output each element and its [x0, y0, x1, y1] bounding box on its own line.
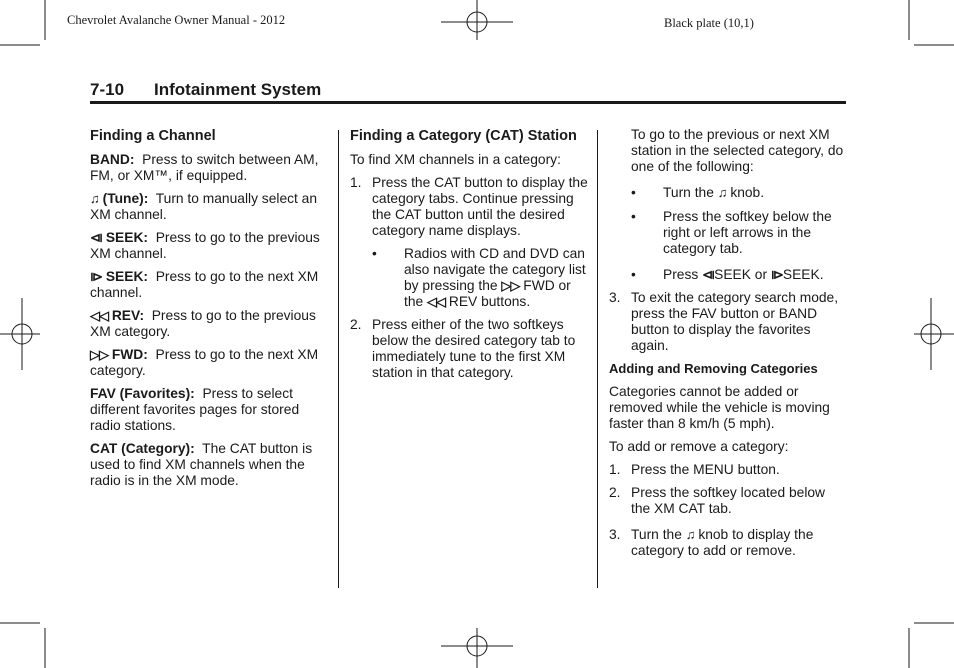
step-3: 3. To exit the category search mode, press the FAV button or BAND button to display the favorites again. — [609, 290, 839, 353]
navigation-intro: To go to the previous or next XM station in the selected category, do one of the following: — [631, 127, 844, 174]
fwd-entry: ▷▷ FWD: Press to go to the next XM category. — [90, 347, 319, 378]
tune-entry: ♫ (Tune): Turn to manually select an XM channel. — [90, 191, 318, 222]
cat-entry: CAT (Category): The CAT button is used to find XM channels when the radio is in the XM mode. — [90, 441, 313, 488]
category-intro: To find XM channels in a category: — [350, 152, 561, 167]
header-rule — [90, 101, 846, 104]
bullet-turn-knob: • Turn the ♫ knob. — [631, 185, 765, 200]
seek-back-icon: ⧏ — [90, 230, 102, 245]
fav-entry: FAV (Favorites): Press to select different favorites pages for stored radio stations. — [90, 386, 300, 433]
add-step-1: 1. Press the MENU button. — [609, 462, 780, 477]
music-note-icon: ♫ — [685, 527, 695, 542]
rewind-icon: ◁◁ — [90, 308, 108, 323]
bullet-cd-dvd: • Radios with CD and DVD can also navigate the category list by pressing the ▷▷ FWD or the ◁◁ REV buttons. — [372, 246, 586, 309]
fast-forward-icon: ▷▷ — [501, 278, 520, 293]
add-step-3: 3. Turn the ♫ knob to display the category to add or remove. — [609, 527, 814, 558]
categories-note: Categories cannot be added or removed while the vehicle is moving faster than 8 km/h (5 mph). — [609, 384, 830, 431]
column-1 — [90, 127, 330, 496]
column-3 — [609, 127, 846, 566]
fast-forward-icon: ▷▷ — [90, 347, 108, 362]
manual-title: Chevrolet Avalanche Owner Manual - 2012 — [67, 13, 286, 27]
column-divider-1 — [338, 130, 339, 588]
rewind-icon: ◁◁ — [427, 294, 446, 309]
seek-back-entry: ⧏ SEEK: Press to go to the previous XM channel. — [90, 230, 320, 261]
add-step-2: 2. Press the softkey located below the XM CAT tab. — [609, 485, 826, 516]
music-note-icon: ♫ — [717, 185, 727, 200]
music-note-icon: ♫ — [90, 191, 99, 206]
seek-forward-icon: ⧐ — [770, 267, 783, 282]
seek-forward-icon: ⧐ — [90, 269, 102, 284]
step-1: 1. Press the CAT button to display the category tabs. Continue pressing the CAT button until the desired category name displays. — [350, 175, 588, 238]
bullet-softkey: • Press the softkey below the right or left arrows in the category tab. — [631, 209, 832, 256]
bullet-seek: • Press ⧏SEEK or ⧐SEEK. — [631, 267, 824, 282]
section-title: Infotainment System — [154, 80, 322, 99]
rev-entry: ◁◁ REV: Press to go to the previous XM category. — [90, 308, 316, 339]
seek-back-icon: ⧏ — [702, 267, 715, 282]
finding-channel-heading: Finding a Channel — [90, 128, 216, 144]
seek-forward-entry: ⧐ SEEK: Press to go to the next XM channel. — [90, 269, 319, 300]
adding-removing-heading: Adding and Removing Categories — [609, 361, 818, 376]
add-remove-intro: To add or remove a category: — [609, 439, 789, 454]
finding-category-heading: Finding a Category (CAT) Station — [350, 128, 577, 144]
column-2 — [350, 127, 588, 388]
band-entry: BAND: Press to switch between AM, FM, or XM™, if equipped. — [90, 152, 319, 183]
section-number: 7-10 — [90, 80, 125, 99]
step-2: 2. Press either of the two softkeys below the desired category tab to immediately tune to the first XM station in that category. — [350, 317, 576, 380]
column-divider-2 — [597, 130, 598, 588]
plate-label: Black plate (10,1) — [664, 16, 754, 30]
section-header — [90, 80, 321, 100]
